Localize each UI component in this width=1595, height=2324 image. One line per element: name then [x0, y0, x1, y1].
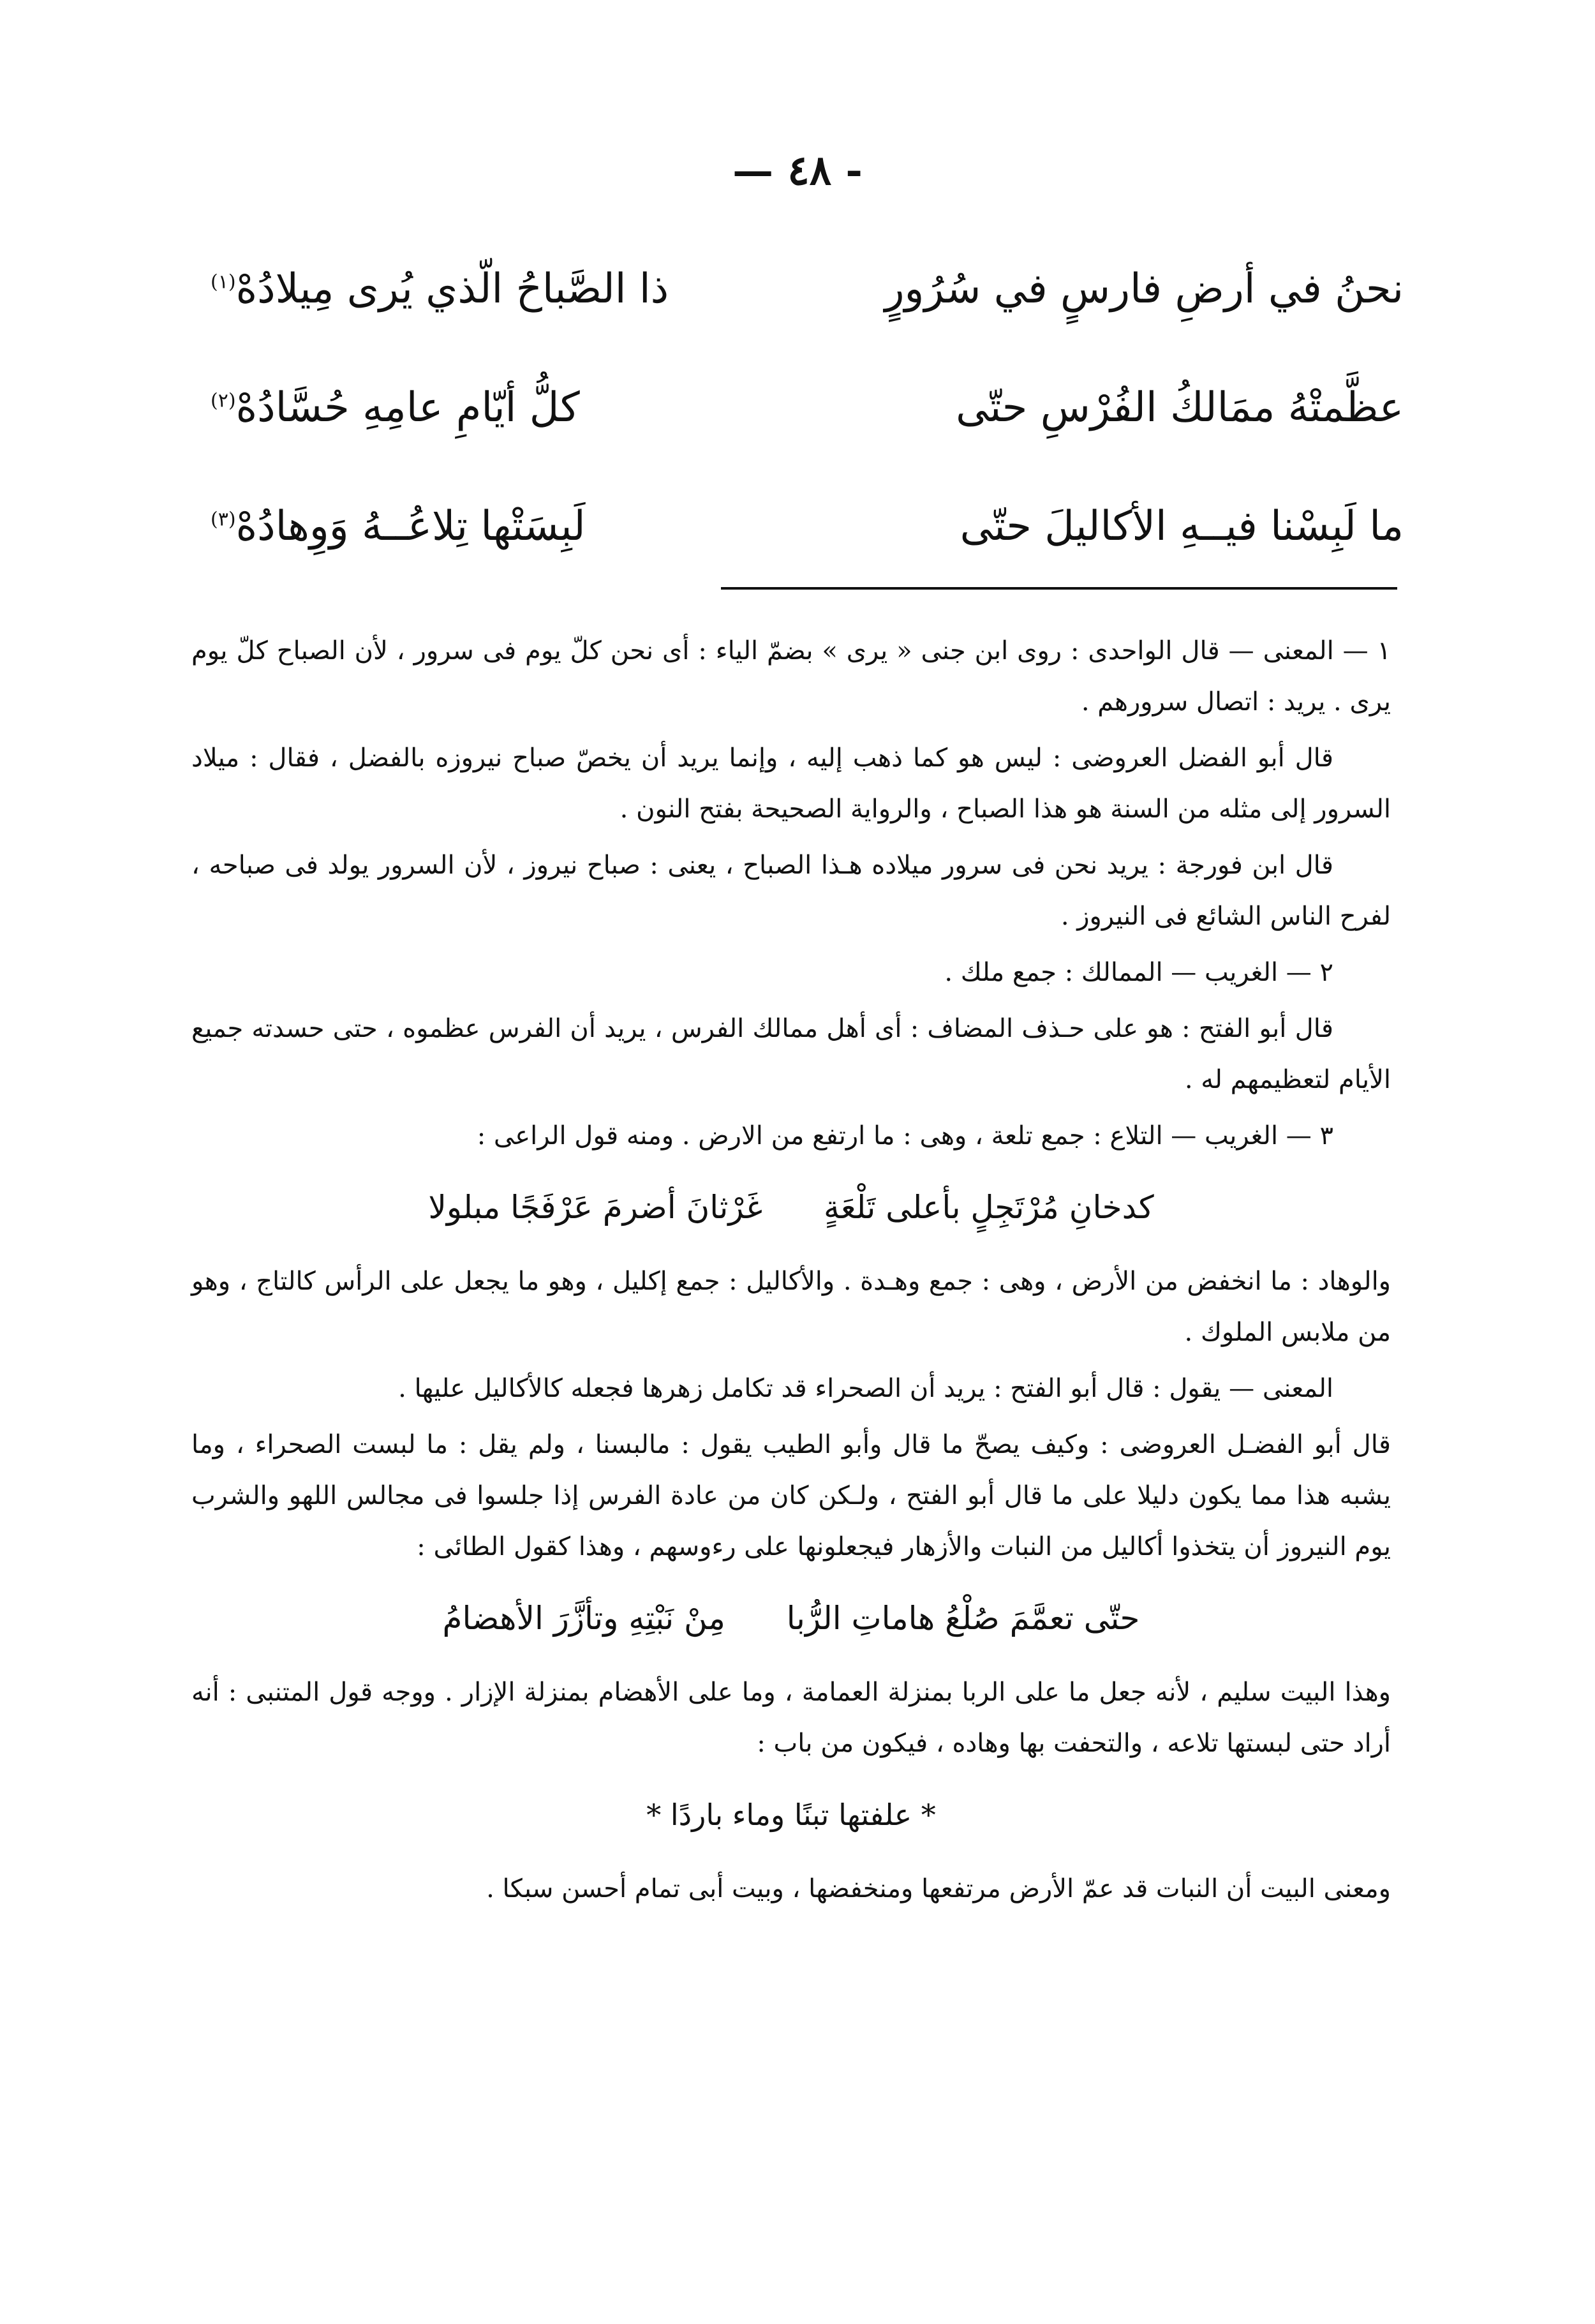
- verse-second-hemistich: [211, 265, 785, 314]
- page-number: — ٤٨ -: [732, 147, 863, 195]
- quoted-verse-second: مِنْ نَبْتِهِ وتأزَّرَ الأهضامُ: [442, 1600, 725, 1637]
- quoted-verse: [191, 1169, 1391, 1246]
- verse-text: كلُّ أيّامِ عامِهِ حُسَّادُهْ: [235, 384, 580, 431]
- footnote-marker: (١): [211, 271, 236, 294]
- verse-first-hemistich: [842, 265, 1404, 314]
- note-3-meaning: المعنى — يقول : قال أبو الفتح : يريد أن الصحراء قد تكامل زهرها فجعله كالأكاليل عليها .: [398, 1374, 1333, 1403]
- verse-line: [211, 230, 1404, 348]
- note-3-aroudi: قال أبو الفضـل العروضى : وكيف يصحّ ما قال وأبو الطيب يقول : مالبسنا ، ولم يقل : ما لبست الصحراء ، وما يشبه هذا مما يكون دليلا على ما قال أبو الفتح ، ولـكن كان من عادة الفرس إذا جلسوا فى مجالس اللهو والشرب يوم النيروز أن يتخذوا أكاليل من النبات والأزهار فيجعلونها على رءوسهم ، وهذا كقول الطائى :: [191, 1430, 1391, 1561]
- note-1-meaning: ١ — المعنى — قال الواحدى : روى ابن جنى « يرى » بضمّ الياء : أى نحن كلّ يوم فى سرور ، لأن الصباح كلّ يوم يرى . يريد : اتصال سرورهم .: [191, 636, 1391, 717]
- note-1-aroudi: قال أبو الفضل العروضى : ليس هو كما ذهب إليه ، وإنما يريد أن يخصّ صباح نيروزه بالفضل ، فقال : ميلاد السرور إلى مثله من السنة هو هذا الصباح ، والرواية الصحيحة بفتح النون .: [191, 743, 1391, 824]
- footnote-marker: (٢): [211, 389, 236, 412]
- note-1-ibn-furraja: قال ابن فورجة : يريد نحن فى سرور ميلاده هـذا الصباح ، يعنى : صباح نيروز ، لأن السرور يولد فى صباحه ، لفرح الناس الشائع فى النيروز .: [191, 851, 1391, 931]
- verse-text: عظَّمتْهُ ممَالكُ الفُرْسِ حتّى: [956, 384, 1404, 431]
- note-2-abu-alfath: قال أبو الفتح : هو على حـذف المضاف : أى أهل ممالك الفرس ، يريد أن الفرس عظموه ، حتى حسدته جميع الأيام لتعظيمهم له .: [191, 1014, 1391, 1094]
- verse-text: ذا الصَّباحُ الّذي يُرى مِيلادُهْ: [235, 265, 669, 313]
- quoted-hemistich-text: * علفتها تبنًا وماء باردًا *: [646, 1798, 936, 1832]
- quoted-verse: [191, 1580, 1391, 1657]
- verse-second-hemistich: [211, 502, 785, 551]
- quoted-hemistich: [191, 1777, 1391, 1853]
- quoted-verse-first: حتّى تعمَّمَ صُلْعُ هاماتِ الرُّبا: [786, 1600, 1140, 1637]
- commentary: [191, 625, 1391, 1919]
- footnote-marker: (٣): [211, 508, 236, 531]
- verse-text: نحنُ في أرضِ فارسٍ في سُرُورٍ: [884, 265, 1404, 313]
- quoted-verse-first: كدخانِ مُرْتَجِلٍ بأعلى تَلْعَةٍ: [824, 1189, 1154, 1226]
- verse-first-hemistich: [842, 502, 1404, 551]
- note-3-conclusion: ومعنى البيت أن النبات قد عمّ الأرض مرتفعها ومنخفضها ، وبيت أبى تمام أحسن سبكا .: [486, 1874, 1391, 1903]
- quoted-verse-second: غَرْثانَ أضرمَ عَرْفَجًا مبلولا: [428, 1189, 763, 1226]
- section-divider: [721, 587, 1397, 590]
- verse-first-hemistich: [842, 384, 1404, 433]
- verse-line: [211, 467, 1404, 586]
- note-3-comparison: وهذا البيت سليم ، لأنه جعل ما على الربا بمنزلة العمامة ، وما على الأهضام بمنزلة الإزار . ووجه قول المتنبى : أنه أراد حتى لبستها تلاعه ، والتحفت بها وهاده ، فيكون من باب :: [191, 1678, 1391, 1758]
- verse-second-hemistich: [211, 384, 785, 433]
- poem-verses: [211, 230, 1404, 586]
- verse-text: لَبِسَتْها تِلاعُــهُ وَوِهادُهْ: [235, 502, 586, 550]
- note-2-gloss: ٢ — الغريب — الممالك : جمع ملك .: [944, 958, 1333, 987]
- note-3-wihad: والوهاد : ما انخفض من الأرض ، وهى : جمع وهـدة . والأكاليل : جمع إكليل ، وهو ما يجعل على الرأس كالتاج ، وهو من ملابس الملوك .: [191, 1267, 1391, 1347]
- verse-text: ما لَبِسْنا فيــهِ الأكاليلَ حتّى: [960, 502, 1404, 550]
- note-3-gloss: ٣ — الغريب — التلاع : جمع تلعة ، وهى : ما ارتفع من الارض . ومنه قول الراعى :: [477, 1121, 1333, 1151]
- verse-line: [211, 348, 1404, 467]
